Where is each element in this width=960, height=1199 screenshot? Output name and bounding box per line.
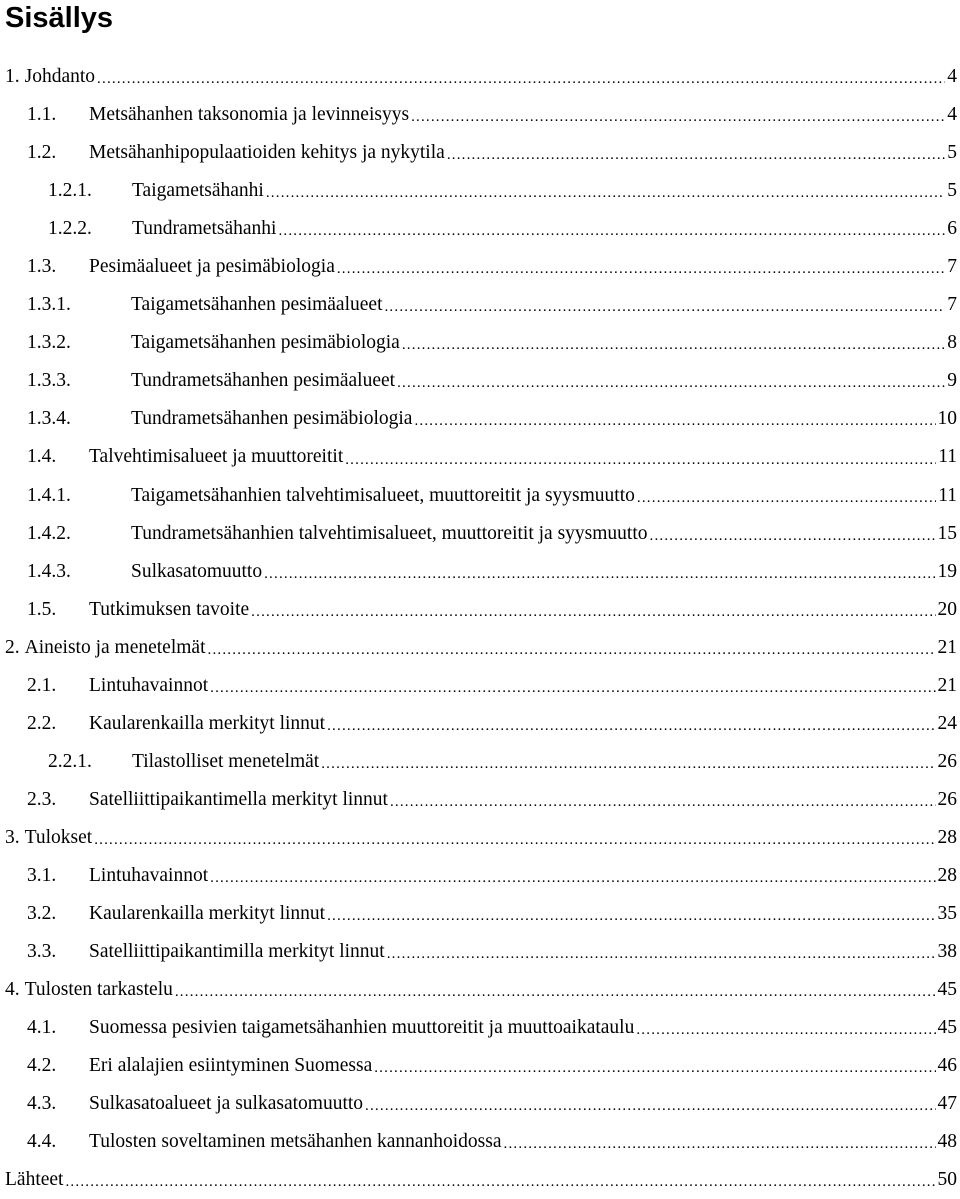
toc-entry <box>0 933 960 971</box>
toc-entry-number: 2.1. <box>27 674 57 696</box>
toc-entry-label: Taigametsähanhien talvehtimisalueet, muuttoreitit ja syysmuutto <box>131 484 635 506</box>
toc-entry-page: 46 <box>937 1055 957 1077</box>
toc-entry-page: 26 <box>937 750 957 772</box>
toc-entry-number: 1. <box>5 66 20 88</box>
toc-entry-page: 7 <box>947 294 957 316</box>
toc-entry-number: 3. <box>5 826 20 848</box>
toc-entry-label: Johdanto <box>24 66 96 88</box>
toc-dot-leader <box>264 567 935 591</box>
toc-entry-page: 48 <box>937 1131 957 1153</box>
toc-entry-page: 15 <box>937 522 957 544</box>
toc-entry <box>0 591 960 629</box>
toc-entry-page: 35 <box>937 903 957 925</box>
toc-entry-number: 2.2.1. <box>48 750 92 772</box>
toc-entry-number: 1.4. <box>27 446 57 468</box>
toc-entry-label: Sulkasatoalueet ja sulkasatomuutto <box>89 1093 364 1115</box>
toc-dot-leader <box>266 186 945 210</box>
toc-dot-leader <box>411 110 945 134</box>
toc-dot-leader <box>374 1061 935 1085</box>
toc-entry <box>0 210 960 248</box>
toc-entry <box>0 324 960 362</box>
toc-entry <box>0 553 960 591</box>
toc-dot-leader <box>650 529 936 553</box>
toc-entry-page: 11 <box>938 484 957 506</box>
toc-entry-number: 4.4. <box>27 1131 57 1153</box>
toc-entry-label: Sulkasatomuutto <box>131 560 263 582</box>
toc-entry-number: 1.4.3. <box>27 560 71 582</box>
toc-dot-leader <box>327 909 935 933</box>
toc-entry <box>0 629 960 667</box>
toc-entry-page: 4 <box>947 104 957 126</box>
toc-entry-label: Talvehtimisalueet ja muuttoreitit <box>89 446 344 468</box>
toc-entry <box>0 172 960 210</box>
toc-dot-leader <box>251 605 935 629</box>
toc-entry-page: 4 <box>947 66 957 88</box>
toc-entry-number: 1.3.1. <box>27 294 71 316</box>
toc-entry-page: 19 <box>937 560 957 582</box>
toc-entry-number: 1.2. <box>27 142 57 164</box>
toc-entry-label: Tulokset <box>24 826 93 848</box>
toc-entry <box>0 857 960 895</box>
toc-dot-leader <box>384 300 945 324</box>
toc-entry-page: 20 <box>937 598 957 620</box>
toc-entry-number: 1.4.1. <box>27 484 71 506</box>
toc-entry-label: Metsähanhipopulaatioiden kehitys ja nykytila <box>89 142 445 164</box>
toc-dot-leader <box>387 947 936 971</box>
toc-entry-label: Tundrametsähanhen pesimäalueet <box>131 370 396 392</box>
toc-entry <box>0 248 960 286</box>
toc-dot-leader <box>397 376 945 400</box>
toc-entry-page: 21 <box>937 636 957 658</box>
toc-entry-number: 1.2.1. <box>48 180 92 202</box>
toc-entry-label: Lintuhavainnot <box>89 674 209 696</box>
toc-dot-leader <box>337 262 945 286</box>
toc-entry-number: 1.3. <box>27 256 57 278</box>
toc-dot-leader <box>97 72 945 96</box>
toc-entry <box>0 705 960 743</box>
toc-dot-leader <box>278 224 945 248</box>
table-of-contents <box>0 58 960 1199</box>
toc-entry-number: 1.2.2. <box>48 218 92 240</box>
toc-entry <box>0 1009 960 1047</box>
toc-entry-number: 1.5. <box>27 598 57 620</box>
toc-dot-leader <box>210 871 935 895</box>
toc-entry-label: Pesimäalueet ja pesimäbiologia <box>89 256 335 278</box>
toc-entry <box>0 743 960 781</box>
toc-entry-number: 1.4.2. <box>27 522 71 544</box>
toc-entry-page: 28 <box>937 865 957 886</box>
toc-entry <box>0 134 960 172</box>
toc-entry-number: 1.3.4. <box>27 408 71 430</box>
toc-dot-leader <box>210 681 935 705</box>
toc-entry <box>0 477 960 515</box>
toc-entry-label: Tundrametsähanhien talvehtimisalueet, muuttoreitit ja syysmuutto <box>131 522 648 544</box>
toc-dot-leader <box>208 643 936 667</box>
toc-entry <box>0 286 960 324</box>
toc-dot-leader <box>327 719 935 743</box>
toc-entry-page: 50 <box>937 1169 957 1191</box>
toc-entry <box>0 400 960 438</box>
toc-entry-page: 8 <box>947 332 957 354</box>
toc-dot-leader <box>65 1175 935 1199</box>
toc-dot-leader <box>402 338 945 362</box>
toc-entry-number: 1.1. <box>27 104 57 126</box>
toc-entry-label: Kaularenkailla merkityt linnut <box>89 903 326 925</box>
toc-entry <box>0 96 960 134</box>
toc-entry-label: Metsähanhen taksonomia ja levinneisyys <box>89 104 410 126</box>
toc-entry-page: 47 <box>937 1093 957 1115</box>
toc-entry-label: Tutkimuksen tavoite <box>89 598 250 620</box>
toc-entry-page: 5 <box>947 180 957 202</box>
toc-dot-leader <box>94 833 935 857</box>
toc-entry-page: 21 <box>937 674 957 696</box>
toc-entry-number: 2. <box>5 636 20 658</box>
toc-entry-label: Taigametsähanhi <box>132 180 264 202</box>
toc-entry-page: 6 <box>947 218 957 240</box>
toc-dot-leader <box>504 1137 936 1161</box>
toc-entry-page: 7 <box>947 256 957 278</box>
toc-entry <box>0 895 960 933</box>
toc-entry <box>0 819 960 857</box>
toc-entry-label: Tulosten tarkastelu <box>24 979 173 1001</box>
toc-entry-number: 1.3.2. <box>27 332 71 354</box>
toc-entry-label: Kaularenkailla merkityt linnut <box>89 712 326 734</box>
toc-entry-label: Taigametsähanhen pesimäalueet <box>131 294 383 316</box>
toc-entry-page: 38 <box>937 941 957 963</box>
toc-entry-number: 4.3. <box>27 1093 57 1115</box>
toc-entry-page: 24 <box>937 712 957 734</box>
toc-entry-page: 45 <box>937 1017 957 1039</box>
toc-entry <box>0 1123 960 1161</box>
toc-entry-label: Taigametsähanhen pesimäbiologia <box>131 332 400 354</box>
toc-entry <box>0 667 960 705</box>
toc-entry-page: 5 <box>947 142 957 164</box>
toc-dot-leader <box>636 1023 935 1047</box>
toc-dot-leader <box>637 491 936 515</box>
toc-entry-label: Lähteet <box>5 1169 64 1191</box>
toc-entry-page: 9 <box>947 370 957 392</box>
toc-entry-label: Tundrametsähanhen pesimäbiologia <box>131 408 413 430</box>
toc-entry-label: Tilastolliset menetelmät <box>132 750 320 772</box>
toc-entry <box>0 1161 960 1199</box>
toc-entry <box>0 971 960 1009</box>
toc-entry-label: Suomessa pesivien taigametsähanhien muuttoreitit ja muuttoaikataulu <box>89 1017 635 1039</box>
toc-entry-number: 3.3. <box>27 941 57 963</box>
toc-entry-number: 4.2. <box>27 1055 57 1077</box>
toc-entry-label: Tulosten soveltaminen metsähanhen kannanhoidossa <box>89 1131 502 1153</box>
toc-entry-label: Lintuhavainnot <box>89 865 209 886</box>
toc-dot-leader <box>390 795 936 819</box>
toc-entry <box>0 515 960 553</box>
toc-entry <box>0 1085 960 1123</box>
toc-entry-page: 45 <box>937 979 957 1001</box>
toc-entry-page: 26 <box>937 788 957 810</box>
toc-entry <box>0 58 960 96</box>
toc-entry-label: Tundrametsähanhi <box>132 218 277 240</box>
toc-dot-leader <box>321 757 935 781</box>
toc-entry <box>0 1047 960 1085</box>
toc-entry <box>0 438 960 476</box>
toc-entry-number: 1.3.3. <box>27 370 71 392</box>
toc-entry-number: 2.2. <box>27 712 57 734</box>
toc-dot-leader <box>365 1099 935 1123</box>
toc-entry-label: Satelliittipaikantimilla merkityt linnut <box>89 941 385 963</box>
toc-entry <box>0 362 960 400</box>
toc-entry-label: Eri alalajien esiintyminen Suomessa <box>89 1055 373 1077</box>
toc-dot-leader <box>175 985 936 1009</box>
toc-dot-leader <box>414 414 935 438</box>
toc-entry-number: 3.1. <box>27 865 57 886</box>
toc-entry <box>0 781 960 819</box>
toc-entry-page: 28 <box>937 826 957 848</box>
toc-entry-number: 4.1. <box>27 1017 57 1039</box>
toc-entry-label: Aineisto ja menetelmät <box>24 636 206 658</box>
toc-entry-number: 2.3. <box>27 788 57 810</box>
toc-dot-leader <box>345 453 936 477</box>
toc-entry-number: 3.2. <box>27 903 57 925</box>
toc-entry-page: 11 <box>938 446 957 468</box>
toc-entry-number: 4. <box>5 979 20 1001</box>
toc-dot-leader <box>447 148 945 172</box>
toc-entry-label: Satelliittipaikantimella merkityt linnut <box>89 788 388 810</box>
toc-title: Sisällys <box>5 2 114 34</box>
toc-entry-page: 10 <box>937 408 957 430</box>
